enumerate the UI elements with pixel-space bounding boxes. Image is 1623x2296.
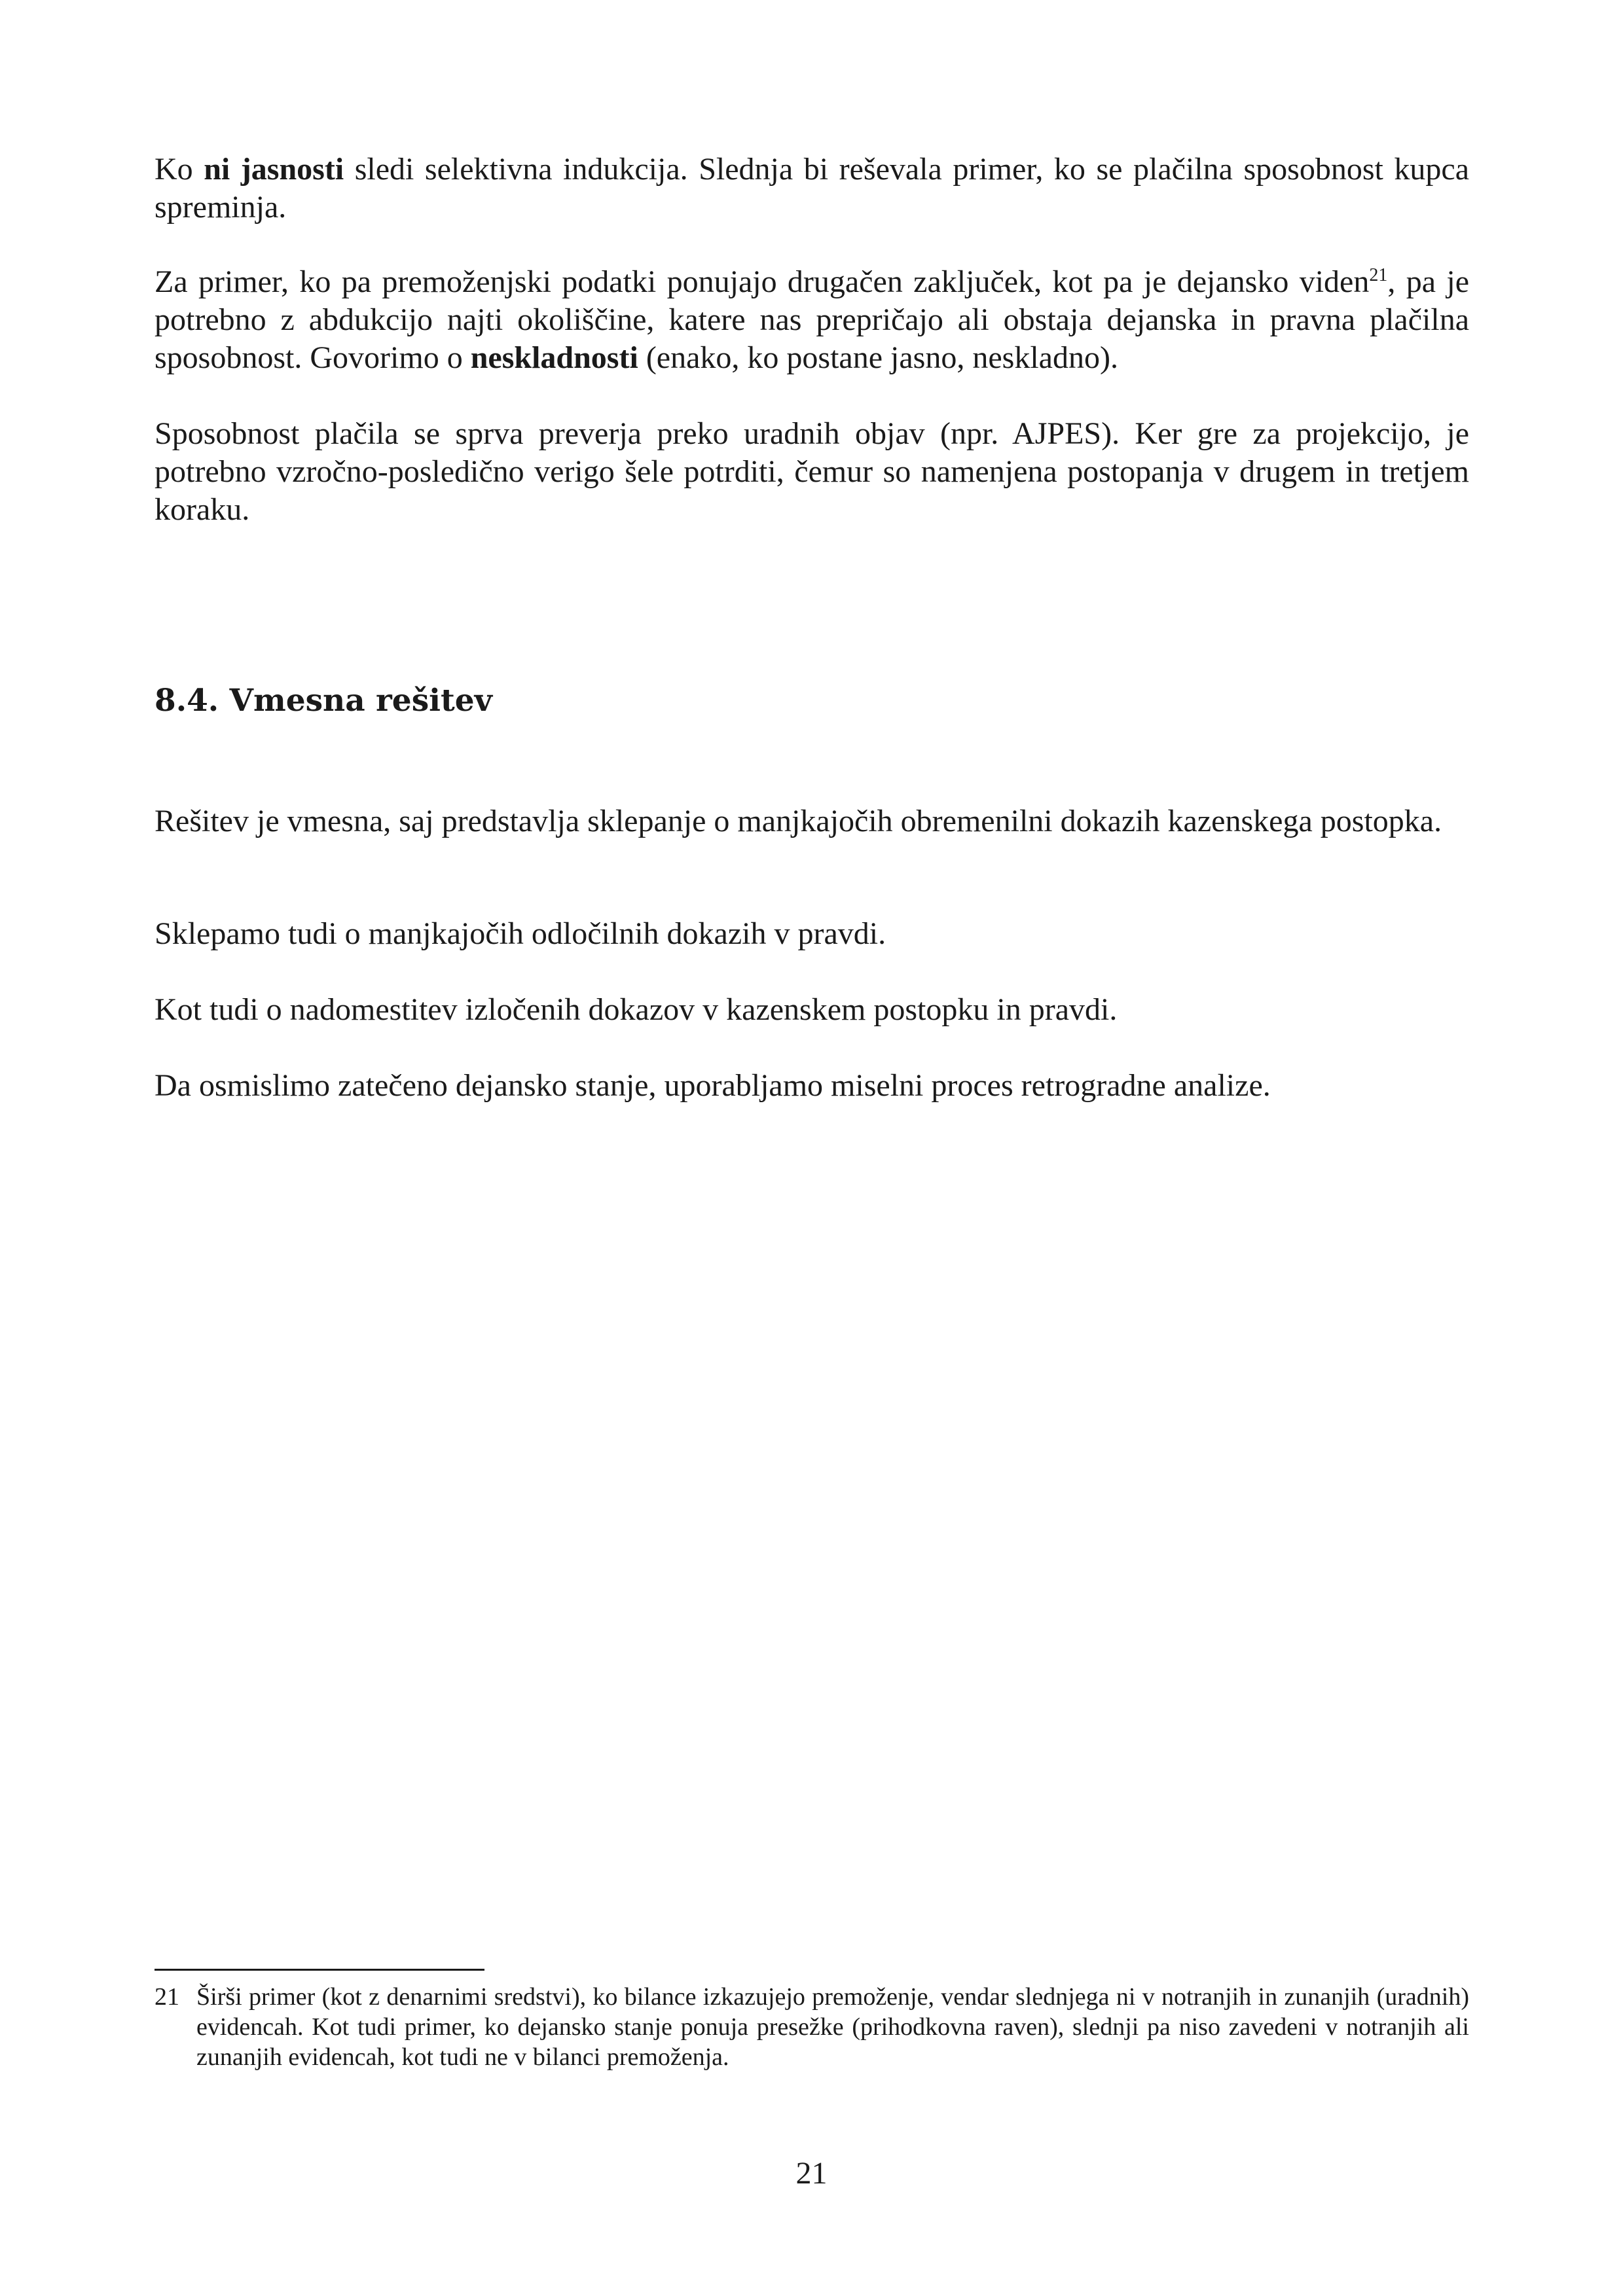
bold-term-ni-jasnosti: ni jasnosti [204, 152, 344, 187]
paragraph-vmesna-resitev: Rešitev je vmesna, saj predstavlja sklepanje o manjkajočih obremenilni dokazih kazenskega postopka. [155, 804, 1442, 838]
footnote-reference[interactable]: 21 [1369, 265, 1388, 285]
footnote-text: Širši primer (kot z denarnimi sredstvi), ko bilance izkazujejo premoženje, vendar slednjega ni v notranjih in zunanjih (uradnih) evidencah. Kot tudi primer, ko dejansko stanje ponuja presežke (prihodkovna raven), slednji pa niso zavedeni v notranjih ali zunanjih evidencah, kot tudi ne v bilanci premoženja. [196, 1983, 1469, 2071]
paragraph-text: , pa je potrebno z abdukcijo najti okoliščine, katere nas prepričajo ali obstaja dejanska in pravna plačilna sposobnost. Govorimo o [155, 264, 1470, 375]
paragraph-ni-jasnosti [155, 151, 1469, 226]
footnote [155, 1982, 1469, 2072]
section-heading: 8.4. Vmesna rešitev [155, 683, 492, 719]
paragraph-odlocilni-dokazi: Sklepamo tudi o manjkajočih odločilnih dokazih v pravdi. [155, 916, 886, 951]
footnote-number: 21 [155, 1983, 179, 2011]
paragraph-retrogradna-analiza: Da osmislimo zatečeno dejansko stanje, uporabljamo miselni proces retrogradne analize. [155, 1068, 1271, 1103]
paragraph-text: Za primer, ko pa premoženjski podatki ponujajo drugačen zaključek, kot pa je dejansko viden [155, 264, 1370, 299]
paragraph-text: (enako, ko postane jasno, neskladno). [638, 340, 1118, 375]
footnote-separator [155, 1969, 484, 1971]
page-number: 21 [795, 2156, 828, 2191]
paragraph-sposobnost-placila: Sposobnost plačila se sprva preverja preko uradnih objav (npr. AJPES). Ker gre za projekcijo, je potrebno vzročno-posledično verigo šele potrditi, čemur so namenjena postopanja v drugem in tretjem koraku. [155, 416, 1469, 527]
bold-term-neskladnosti: neskladnosti [470, 340, 638, 375]
paragraph-text: sledi selektivna indukcija. Slednja bi reševala primer, ko se plačilna sposobnost kupca spreminja. [155, 152, 1469, 224]
paragraph-izloceni-dokazi: Kot tudi o nadomestitev izločenih dokazov v kazenskem postopku in pravdi. [155, 992, 1118, 1027]
paragraph-text: Ko [155, 152, 204, 187]
paragraph-neskladnost [155, 263, 1469, 377]
